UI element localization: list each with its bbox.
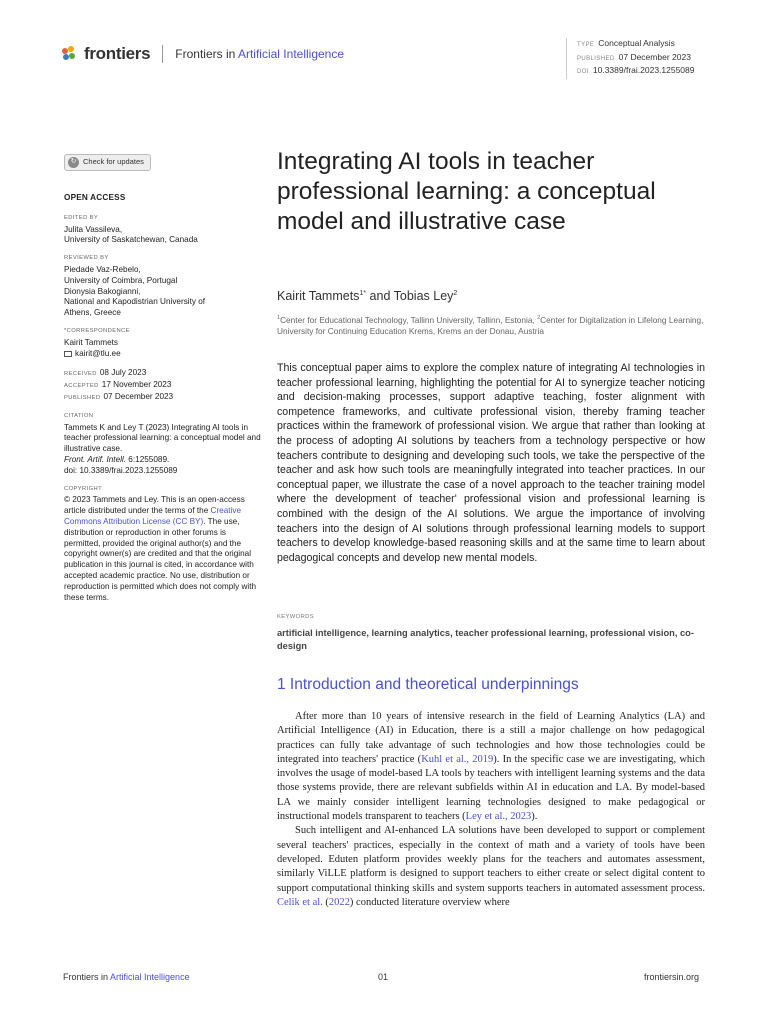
citation-text: Tammets K and Ley T (2023) Integrating AI tools in teacher professional learning: a conceptual model and illustrative case. Front. Artif. Intell. 6:1255089. doi: 10.3389/frai.2023.1255089 — [64, 422, 261, 475]
sidebar — [64, 154, 264, 603]
date-received: RECEIVED 08 July 2023 — [64, 368, 147, 378]
abstract: This conceptual paper aims to explore the complex nature of integrating AI technologies in teacher professional learning, highlighting the potential for AI to synergize teacher noticing and decision-making processes, support adaptive teaching, foster alignment with competence frameworks, and cultivate professional vision, thereby framing teacher practices within the framework of professional vision. We argue that rather than looking at the process of adopting AI solutions by teachers from a technology perspective or how teachers contribute to designing and developing such tools, we take the perspective of the teacher and ask how such tools are meaningfully integrated into teacher practices. In our conceptual paper, we illustrate the case of a novel approach to the teacher training model where the development of teacher' professional vision and professional learning is combined with the design of the AI solutions. We argue the importance of involving teachers into the design of AI solutions through professional learning models to support teachers to develop knowledge-based reasoning skills and at the same time to learn about pedagogical concepts and develop new mental models. — [277, 362, 705, 564]
meta-published: PUBLISHED 07 December 2023 — [577, 51, 691, 62]
cc-by-link[interactable]: Creative Commons Attribution License (CC BY) — [64, 506, 242, 526]
article-title: Integrating AI tools in teacher professional learning: a conceptual model and illustrative case — [277, 148, 656, 235]
editor-name: Julita Vassileva, — [64, 224, 123, 234]
footer-journal: Frontiers in Artificial Intelligence — [63, 972, 190, 982]
copyright-text: © 2023 Tammets and Ley. This is an open-access article distributed under the terms of the Creative Commons Attribution License (CC BY). The use, distribution or reproduction in other forums is permitted, provided the original author(s) and the copyright owner(s) are credited and that the original publication in this journal is cited, in accordance with accepted academic practice. No use, distribution or reproduction is permitted which does not comply with these terms. — [64, 495, 257, 602]
reviewer-line: Athens, Greece — [64, 308, 121, 318]
date-published: PUBLISHED 07 December 2023 — [64, 391, 174, 401]
reviewer-line: Piedade Vaz-Rebelo, — [64, 264, 141, 274]
correspondence-name: Kairit Tammets — [64, 337, 118, 347]
footer-site-link[interactable]: frontiersin.org — [644, 972, 700, 982]
keywords: artificial intelligence, learning analytics, teacher professional learning, professional vision, co-design — [277, 628, 694, 651]
section-heading: 1 Introduction and theoretical underpinnings — [277, 676, 579, 693]
reference-link[interactable]: Ley et al., 2023 — [465, 811, 532, 823]
envelope-icon — [64, 351, 72, 357]
copyright-label: COPYRIGHT — [64, 485, 103, 492]
brand-name[interactable]: frontiers — [84, 44, 151, 63]
correspondence-label: *CORRESPONDENCE — [64, 327, 130, 334]
reviewed-by-label: REVIEWED BY — [64, 255, 109, 262]
keywords-label: KEYWORDS — [277, 614, 315, 620]
body-text — [277, 710, 705, 910]
check-updates-label: Check for updates — [83, 157, 144, 167]
brand-divider — [162, 45, 163, 63]
correspondence-email-row — [64, 349, 264, 360]
open-access-label: OPEN ACCESS — [64, 193, 126, 202]
meta-doi: DOI 10.3389/frai.2023.1255089 — [577, 65, 695, 75]
reference-link[interactable]: Kuhl et al., 2019 — [421, 753, 494, 765]
author-name[interactable]: Tobias Ley — [393, 289, 454, 303]
editor-affiliation: University of Saskatchewan, Canada — [64, 235, 198, 245]
dates-block — [64, 368, 264, 403]
journal-title[interactable] — [175, 47, 344, 61]
citation-doi[interactable]: doi: 10.3389/frai.2023.1255089 — [64, 465, 178, 475]
page-number: 01 — [378, 972, 389, 982]
reference-link[interactable]: Celik et al. — [277, 896, 323, 908]
citation-label: CITATION — [64, 412, 94, 419]
author-list: Kairit Tammets$^{1*}$ and Tobias Ley$^2$ — [277, 289, 458, 303]
journal-name: Artificial Intelligence — [237, 47, 345, 61]
affiliations: $^1$Center for Educational Technology, Tallinn University, Tallinn, Estonia, $^2$Center for Digitalization in Lifelong Learning, University for Continuing Education Krems, Krems an der Donau, Austria — [277, 314, 704, 336]
paragraph: After more than 10 years of intensive research in the field of Learning Analytics (LA) and Artificial Intelligence (AI) in Education, there is a still a major challenge on how pedagogical practices can fully take advantage of such technologies and how those technologies could be integrated into teachers' practice (Kuhl et al., 2019). In the specific case we are investigating, which involves the usage of model-based LA tools by teachers with intelligent learning systems and the data those systems provide, there are relevant subfields within AI in education and LA. By model-based LA we mainly consider intelligent learning technologies designed to make pedagogical or instructional models transparent to teachers (Ley et al., 2023). — [277, 711, 705, 823]
reference-link[interactable]: 2022 — [328, 896, 350, 908]
paragraph: Such intelligent and AI-enhanced LA solutions have been developed to support or complement several teachers' practices, especially in the context of math and a variety of tools have been developed. Eduten platform provides weekly plans for the teachers and automates assessment, similarly ViLLE platform is designed to support teachers to either create or select digital content to support computational thinking skills and system supports teachers in automated assessment process. Celik et al. (2022) conducted literature overview where — [277, 825, 705, 908]
reviewer-line: Dionysia Bakogianni, — [64, 286, 141, 296]
refresh-icon: ↻ — [68, 157, 79, 168]
article-meta — [566, 38, 695, 79]
meta-type: TYPE Conceptual Analysis — [577, 38, 675, 48]
reviewer-line: University of Coimbra, Portugal — [64, 275, 178, 285]
date-accepted: ACCEPTED 17 November 2023 — [64, 380, 172, 390]
brand-header — [62, 44, 344, 64]
footer-journal-link[interactable]: Artificial Intelligence — [110, 972, 190, 982]
frontiers-logo-icon — [62, 46, 76, 62]
reviewer-line: National and Kapodistrian University of — [64, 297, 206, 307]
check-updates-button[interactable] — [64, 154, 151, 171]
author-name[interactable]: Kairit Tammets — [277, 289, 360, 303]
correspondence-email[interactable]: kairit@tlu.ee — [75, 348, 121, 358]
edited-by-label: EDITED BY — [64, 214, 99, 221]
journal-prefix: Frontiers in — [175, 47, 236, 61]
